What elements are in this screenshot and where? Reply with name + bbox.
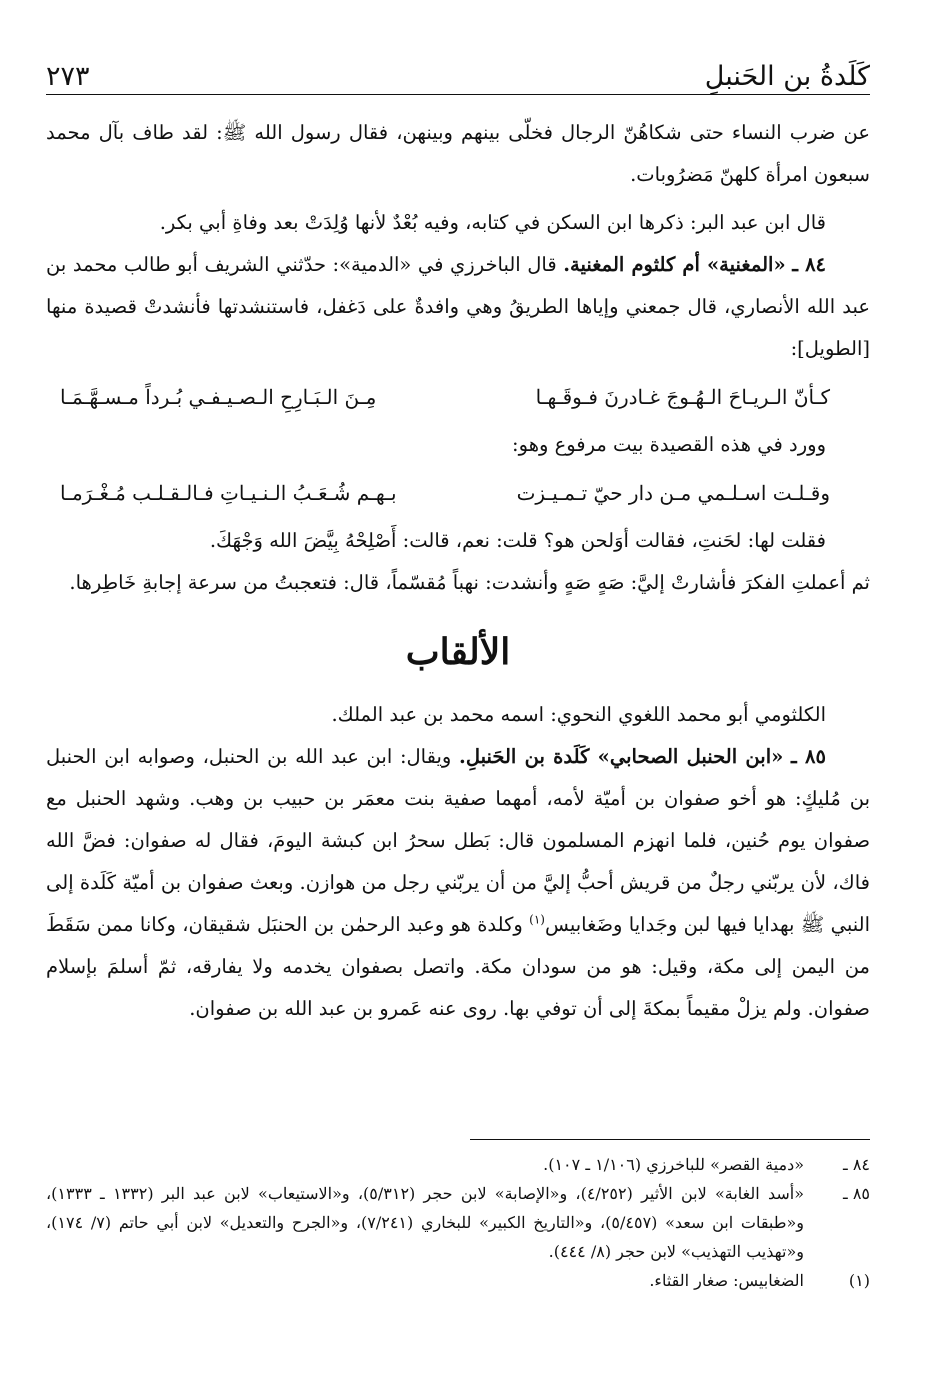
footnote-marker: (١) <box>529 912 545 927</box>
footnote-mark: ٨٤ ـ <box>843 1155 870 1174</box>
running-head <box>46 48 870 92</box>
verse-1-first-hemistich: كـأنّ الـريـاحَ الـهُـوجَ غـادرنَ فـوقَـهـا <box>535 385 830 409</box>
paragraph-7: الكلثومي أبو محمد اللغوي النحوي: اسمه محمد بن عبد الملك. <box>331 703 826 726</box>
footnote-item <box>46 1266 870 1295</box>
entry-text-84: قال الباخرزي في «الدمية»: حدّثني الشريف أبو طالب محمد بن عبد الله الأنصاري، قال جمعني وإياها الطريقُ وهي وافدةٌ على دَغفل، فاستنشدتها فأنشدتْ قصيدة منها [الطويل]: <box>46 253 870 360</box>
entry-text-85: ويقال: ابن عبد الله بن الحنبل، وصوابه ابن الحنبل بن مُليكٍ: هو أخو صفوان بن أميّة لأمه، أمهما صفية بنت معمَر بن حبيب بن وهب. وشهد الحنبل مع صفوان يوم حُنين، فلما انهزم المسلمون قال: بَطل سحرُ ابن كبشة اليومَ، فقال له صفوان: فضَّ الله فاك، لأن يربّني رجلٌ من قريش أحبُّ إليَّ من أن يربّني رجل من هوازن. وبعث صفوان بن أميّة كَلَدة إلى النبي ﷺ بهدايا فيها لبن وجَدايا وضَغابيس <box>46 745 871 936</box>
footnotes <box>46 1150 870 1295</box>
verse-1 <box>46 376 870 418</box>
entry-84 <box>46 244 870 370</box>
footnote-item <box>46 1179 870 1266</box>
entry-title-84: «المغنية» أم كلثوم المغنية. <box>563 253 786 276</box>
paragraph-4: وورد في هذه القصيدة بيت مرفوع وهو: <box>512 433 826 456</box>
footnote-rule <box>470 1139 870 1140</box>
footnote-text: «دمية القصر» للباخرزي (١/١٠٦ ـ ١٠٧). <box>543 1155 804 1174</box>
paragraph-6: ثم أعملتِ الفكرَ فأشارتْ إليَّ: صَهٍ صَهٍ وأنشدت: نهباً مُقسّماً، قال: فتعجبتُ من سرعة إجابةِ خَاطِرها. <box>69 571 870 594</box>
page-number: ٢٧٣ <box>46 61 90 92</box>
footnote-mark: ٨٥ ـ <box>843 1184 870 1203</box>
entry-number-84: ٨٤ ـ <box>792 253 827 276</box>
footnote-mark: (١) <box>848 1271 870 1290</box>
footnote-text: «أسد الغابة» لابن الأثير (٤/٢٥٢)، و«الإصابة» لابن حجر (٥/٣١٢)، و«الاستيعاب» لابن عبد البر (١٣٣٢ ـ ١٣٣٣)، و«طبقات ابن سعد» (٥/٤٥٧)، و«التاريخ الكبير» للبخاري (٧/٢٤١)، و«الجرح والتعديل» لابن أبي حاتم (٧/ ١٧٤)، و«تهذيب التهذيب» لابن حجر (٨/ ٤٤٤). <box>46 1184 805 1261</box>
running-title: كَلَدةُ بن الحَنبلِ <box>704 61 870 92</box>
section-heading: الألقاب <box>405 631 511 673</box>
entry-title-85: «ابن الحنبل الصحابي» كَلَدة بن الحَنبلِ. <box>459 745 784 768</box>
entry-85 <box>46 736 870 1030</box>
verse-2-first-hemistich: وقـلـت اسـلـمي مـن دار حيّ تـمـيـزت <box>516 481 830 505</box>
paragraph-5: فقلت لها: لحَنتِ، فقالت أوَلحن هو؟ قلت: نعم، قالت: أَصْلِحْهُ بِيَّضَ الله وَجْهَكَ. <box>209 529 826 552</box>
main-text <box>46 112 870 1030</box>
entry-number-85: ٨٥ ـ <box>791 745 826 768</box>
verse-2-second-hemistich: بـهـم شُـعَـبُ الـنـيـاتِ فـالـقـلـب مُـغْـرَمـا <box>60 481 397 505</box>
verse-1-second-hemistich: مِـنَ الـبَـارِحِ الـصـيـفـي بُـرداً مـسـهَّـمَـا <box>60 385 377 409</box>
paragraph-2: قال ابن عبد البر: ذكرها ابن السكن في كتابه، وفيه بُعْدٌ لأنها وُلِدَتْ بعد وفاةِ أبي بكر. <box>159 211 826 234</box>
paragraph-1: عن ضرب النساء حتى شكاهُنّ الرجال فخلّى بينهم وبينهن، فقال رسول الله ﷺ: لقد طاف بآل محمد سبعون امرأة كلهنّ مَضرُوبات. <box>46 121 870 186</box>
header-rule <box>46 94 870 95</box>
footnote-text: الضغابيس: صغار القثاء. <box>649 1271 804 1290</box>
entry-text-85-continued: وكلدة هو وعبد الرحمٰن بن الحنبَل شقيقان، وكانا ممن سَقَطَ من اليمن إلى مكة، وقيل: هو من سودان مكة. واتصل بصفوان يخدمه ولا يفارقه، ثمّ أسلمَ بإسلام صفوان. ولم يزلْ مقيماً بمكةَ إلى أن توفي بها. روى عنه عَمرو بن عبد الله بن صفوان. <box>46 913 870 1020</box>
footnote-item <box>46 1150 870 1179</box>
verse-2 <box>46 472 870 514</box>
